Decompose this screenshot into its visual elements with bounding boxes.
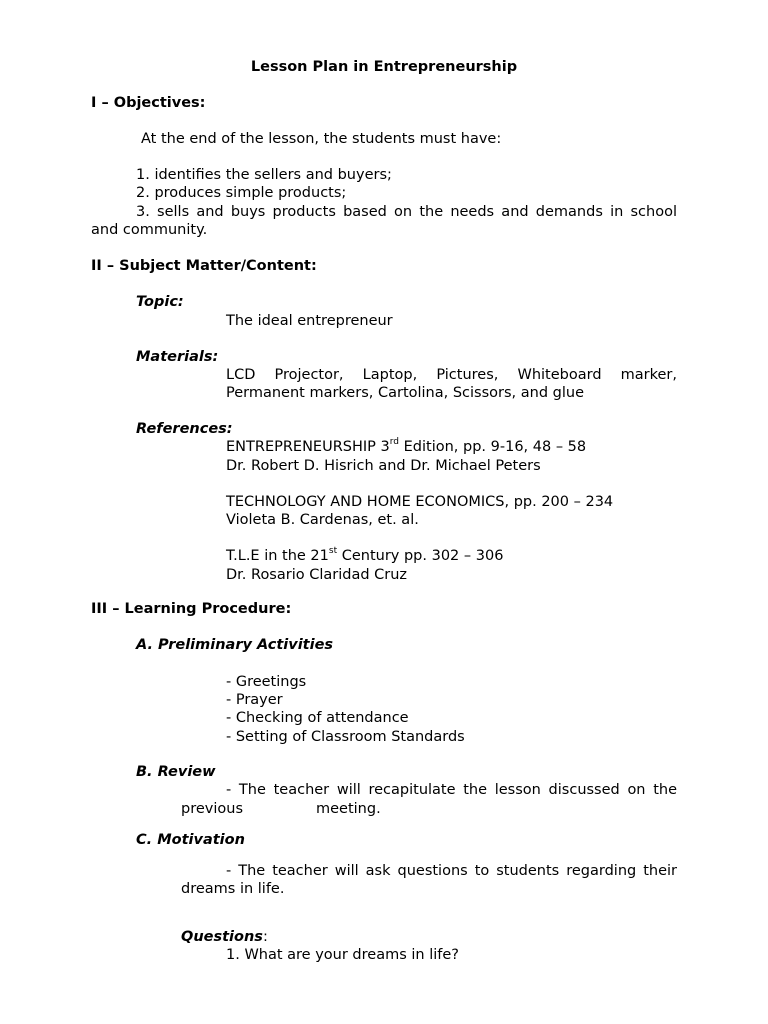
objective-item: 3. sells and buys products based on the needs and demands in school [136, 204, 677, 220]
preliminary-activities-label: A. Preliminary Activities [136, 637, 334, 653]
procedure-heading: III – Learning Procedure: [91, 601, 292, 617]
review-text: - The teacher will recapitulate the lesson discussed on the [226, 782, 677, 798]
objective-item: 2. produces simple products; [136, 185, 347, 201]
materials-line: LCD Projector, Laptop, Pictures, Whiteboard marker, [226, 367, 677, 383]
subject-heading: II – Subject Matter/Content: [91, 258, 317, 274]
objective-item: 1. identifies the sellers and buyers; [136, 167, 392, 183]
reference-title: ENTREPRENEURSHIP 3rd Edition, pp. 9-16, 48 – 58 [226, 437, 587, 455]
topic-value: The ideal entrepreneur [226, 313, 393, 329]
review-label: B. Review [136, 764, 216, 780]
objectives-intro: At the end of the lesson, the students must have: [141, 131, 502, 147]
activity-item: - Checking of attendance [226, 710, 409, 726]
references-label: References: [136, 421, 233, 437]
activity-item: - Setting of Classroom Standards [226, 729, 465, 745]
activity-item: - Prayer [226, 692, 283, 708]
reference-author: Dr. Rosario Claridad Cruz [226, 567, 408, 583]
question-item: 1. What are your dreams in life? [226, 947, 459, 963]
activity-item: - Greetings [226, 674, 307, 690]
questions-label: Questions: [181, 929, 268, 945]
reference-author: Dr. Robert D. Hisrich and Dr. Michael Peters [226, 458, 541, 474]
review-text-continued: meeting. [316, 801, 381, 817]
reference-title: T.L.E in the 21st Century pp. 302 – 306 [226, 546, 504, 564]
motivation-text: - The teacher will ask questions to students regarding their [226, 863, 677, 879]
motivation-text-continued: dreams in life. [181, 881, 285, 897]
document-title: Lesson Plan in Entrepreneurship [250, 59, 518, 75]
motivation-label: C. Motivation [136, 832, 245, 848]
materials-label: Materials: [136, 349, 219, 365]
objectives-heading: I – Objectives: [91, 95, 206, 111]
objective-item-continued: and community. [91, 222, 208, 238]
topic-label: Topic: [136, 294, 184, 310]
review-text-continued: previous [181, 801, 243, 817]
reference-title: TECHNOLOGY AND HOME ECONOMICS, pp. 200 – 234 [226, 494, 614, 510]
reference-author: Violeta B. Cardenas, et. al. [226, 512, 419, 528]
materials-line: Permanent markers, Cartolina, Scissors, and glue [226, 385, 584, 401]
